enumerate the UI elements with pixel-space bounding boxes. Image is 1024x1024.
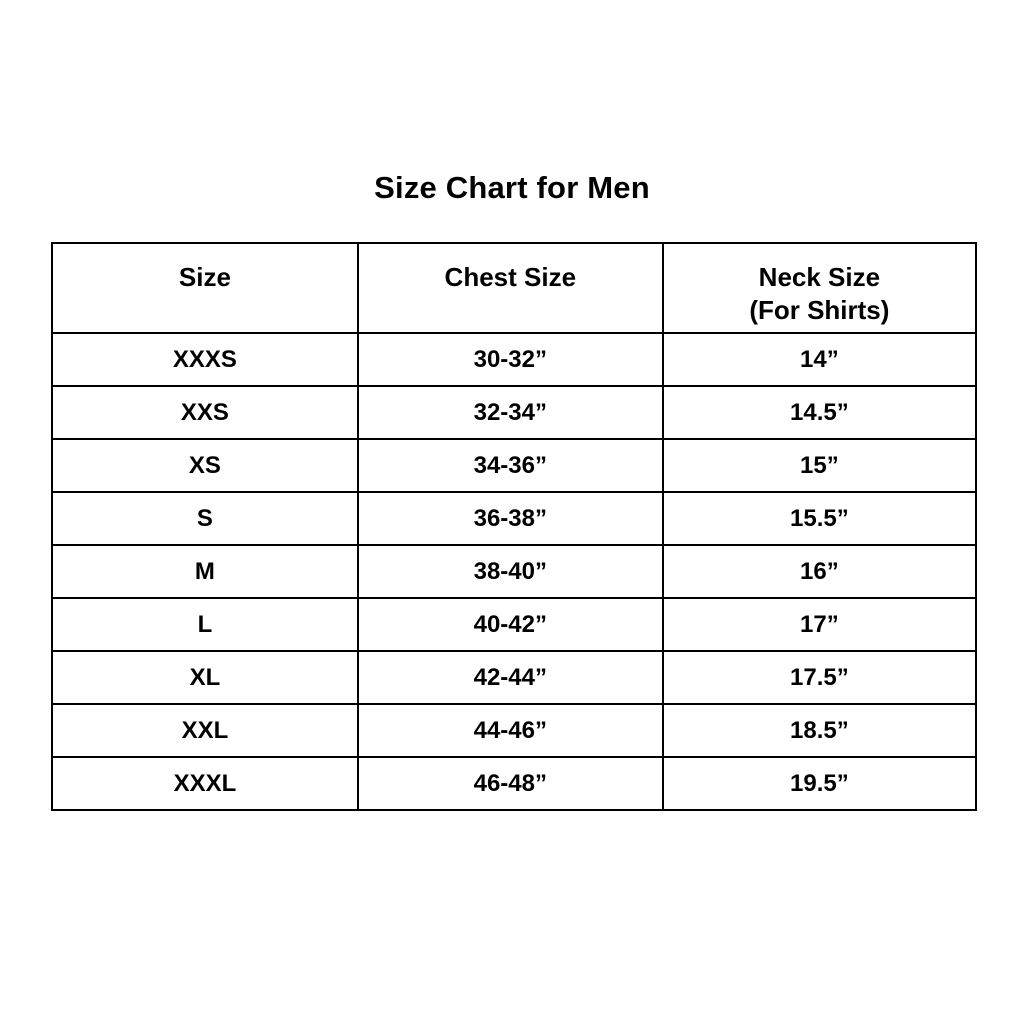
neck-size-cell: 17.5” (663, 651, 976, 704)
neck-size-cell: 19.5” (663, 757, 976, 810)
chest-size-cell: 30-32” (358, 333, 663, 386)
chest-size-cell: 32-34” (358, 386, 663, 439)
neck-size-cell: 14.5” (663, 386, 976, 439)
size-cell: XXS (52, 386, 358, 439)
size-column-header (52, 243, 358, 333)
chest-size-cell: 34-36” (358, 439, 663, 492)
chest-size-cell: 42-44” (358, 651, 663, 704)
size-cell: XS (52, 439, 358, 492)
chest-size-column-header-label: Chest Size (444, 262, 577, 292)
chest-size-cell: 46-48” (358, 757, 663, 810)
size-cell: XL (52, 651, 358, 704)
table-row (52, 492, 976, 545)
neck-size-column-header-sublabel: (For Shirts) (749, 294, 890, 325)
neck-size-column-header-label: Neck Size (758, 262, 881, 292)
chest-size-cell: 38-40” (358, 545, 663, 598)
table-row (52, 545, 976, 598)
table-row (52, 651, 976, 704)
size-cell: M (52, 545, 358, 598)
chest-size-cell: 40-42” (358, 598, 663, 651)
chest-size-cell: 36-38” (358, 492, 663, 545)
size-cell: XXL (52, 704, 358, 757)
neck-size-cell: 16” (663, 545, 976, 598)
chest-size-cell: 44-46” (358, 704, 663, 757)
size-cell: XXXS (52, 333, 358, 386)
neck-size-column-header (663, 243, 976, 333)
page-title: Size Chart for Men (374, 170, 650, 205)
table-row (52, 598, 976, 651)
size-cell: XXXL (52, 757, 358, 810)
size-chart-table (51, 242, 977, 811)
neck-size-cell: 14” (663, 333, 976, 386)
table-row (52, 439, 976, 492)
neck-size-cell: 18.5” (663, 704, 976, 757)
neck-size-cell: 17” (663, 598, 976, 651)
neck-size-cell: 15” (663, 439, 976, 492)
chest-size-column-header (358, 243, 663, 333)
size-cell: S (52, 492, 358, 545)
neck-size-cell: 15.5” (663, 492, 976, 545)
table-header-row (52, 243, 976, 333)
size-column-header-label: Size (178, 262, 231, 292)
table-row (52, 704, 976, 757)
size-cell: L (52, 598, 358, 651)
table-row (52, 757, 976, 810)
table-row (52, 333, 976, 386)
table-row (52, 386, 976, 439)
